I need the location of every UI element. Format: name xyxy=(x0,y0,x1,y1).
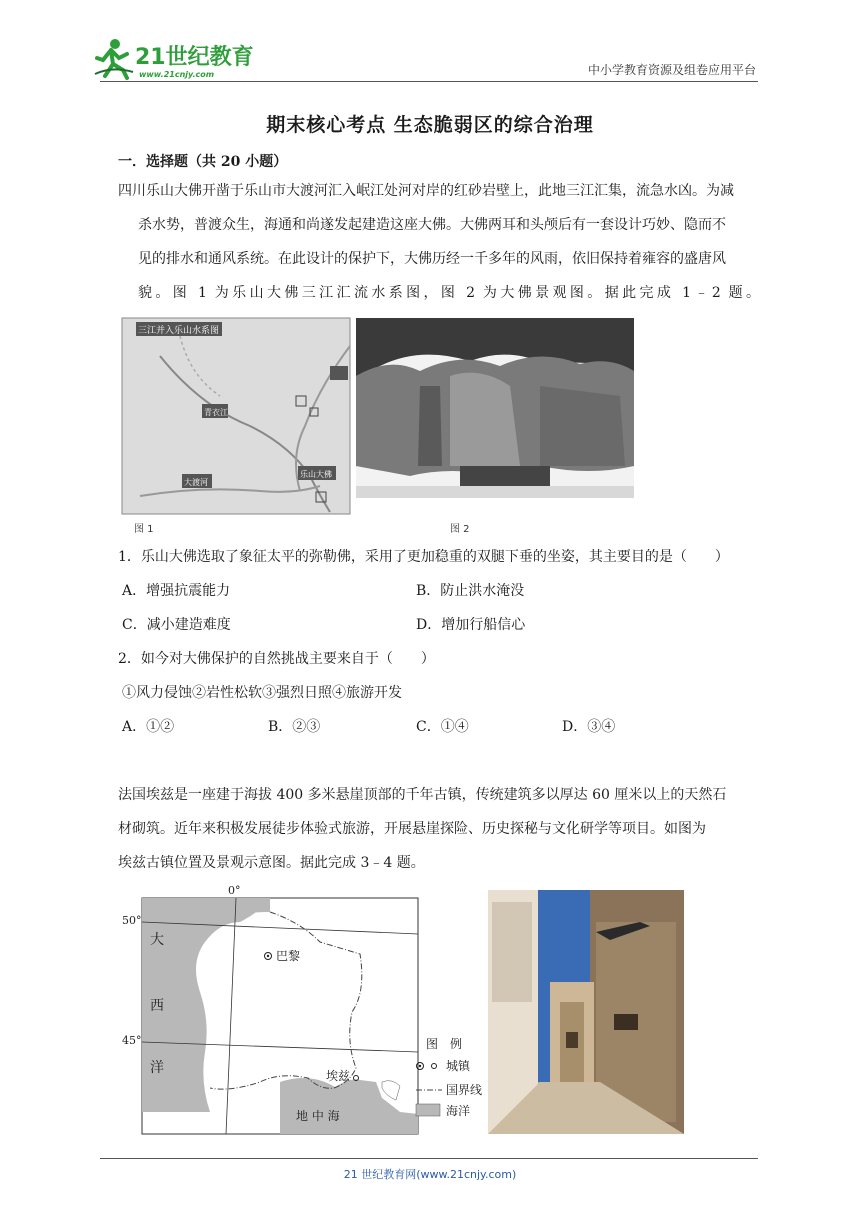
svg-text:45°: 45° xyxy=(122,1034,142,1047)
question1-option-d[interactable]: D．增加行船信心 xyxy=(416,617,526,633)
passage2-line2: 材砌筑。近年来积极发展徒步体验式旅游，开展悬崖探险、历史探秘与文化研学等项目。如图为 xyxy=(118,821,706,837)
svg-text:乐山大佛: 乐山大佛 xyxy=(300,470,332,479)
header-divider xyxy=(100,81,758,82)
svg-text:21世纪教育: 21世纪教育 xyxy=(135,45,254,70)
svg-text:海洋: 海洋 xyxy=(446,1104,471,1118)
question1-option-a[interactable]: A．增强抗震能力 xyxy=(122,583,231,599)
svg-text:图 1: 图 1 xyxy=(134,524,154,535)
svg-text:洋: 洋 xyxy=(150,1060,164,1076)
svg-text:国界线: 国界线 xyxy=(446,1083,483,1097)
svg-text:埃兹: 埃兹 xyxy=(326,1069,351,1083)
svg-text:青衣江: 青衣江 xyxy=(204,408,228,417)
passage1-line4: 貌。图 1 为乐山大佛三江汇流水系图，图 2 为大佛景观图。据此完成 1﹣2 题。 xyxy=(138,285,760,301)
france-location-map xyxy=(122,884,418,1134)
eze-street-photo xyxy=(488,890,684,1134)
page-title: 期末核心考点 生态脆弱区的综合治理 xyxy=(266,114,594,136)
platform-name: 中小学教育资源及组卷应用平台 xyxy=(587,63,756,77)
svg-text:巴黎: 巴黎 xyxy=(276,949,301,963)
question2-option-c[interactable]: C．①④ xyxy=(416,719,469,735)
question2-option-a[interactable]: A．①② xyxy=(122,719,175,735)
map-legend xyxy=(416,1036,482,1118)
svg-text:0°: 0° xyxy=(228,884,241,897)
question2-option-d[interactable]: D．③④ xyxy=(562,719,616,735)
svg-text:西: 西 xyxy=(150,998,164,1014)
svg-text:图 例: 图 例 xyxy=(426,1037,463,1051)
figure1-river-map xyxy=(122,318,350,535)
passage1-line3: 见的排水和通风系统。在此设计的保护下，大佛历经一千多年的风雨，依旧保持着雍容的盛唐风 xyxy=(138,251,726,267)
figure-row-1 xyxy=(120,316,636,538)
svg-text:www.21cnjy.com: www.21cnjy.com xyxy=(139,70,215,79)
footer-divider xyxy=(100,1158,758,1159)
site-logo xyxy=(93,36,263,80)
svg-text:图 2: 图 2 xyxy=(450,524,470,535)
question1-stem: 1．乐山大佛选取了象征太平的弥勒佛，采用了更加稳重的双腿下垂的坐姿，其主要目的是（ ） xyxy=(118,549,729,565)
svg-text:地 中 海: 地 中 海 xyxy=(296,1109,340,1123)
passage2-line1: 法国埃兹是一座建于海拔 400 多米悬崖顶部的千年古镇，传统建筑多以厚达 60 厘米以上的天然石 xyxy=(118,787,727,803)
question2-items: ①风力侵蚀②岩性松软③强烈日照④旅游开发 xyxy=(122,685,402,701)
question1-option-b[interactable]: B．防止洪水淹没 xyxy=(416,583,525,599)
passage1-line2: 杀水势，普渡众生，海通和尚遂发起建造这座大佛。大佛两耳和头颅后有一套设计巧妙、隐而不 xyxy=(138,217,726,233)
question1-option-c[interactable]: C．减小建造难度 xyxy=(122,617,231,633)
runner-icon xyxy=(95,39,133,78)
svg-text:城镇: 城镇 xyxy=(446,1059,471,1073)
figure2-buddha-photo xyxy=(356,318,634,535)
passage1-line1: 四川乐山大佛开凿于乐山市大渡河汇入岷江处河对岸的红砂岩壁上，此地三江汇集，流急水凶。为减 xyxy=(118,183,734,199)
question2-stem: 2．如今对大佛保护的自然挑战主要来自于（ ） xyxy=(118,651,435,667)
passage2-line3: 埃兹古镇位置及景观示意图。据此完成 3﹣4 题。 xyxy=(118,855,425,871)
svg-text:50°: 50° xyxy=(122,914,142,927)
footer-link[interactable]: 21 世纪教育网(www.21cnjy.com) xyxy=(343,1168,517,1181)
section-heading: 一．选择题（共 20 小题） xyxy=(118,154,288,170)
svg-text:三江并入乐山水系图: 三江并入乐山水系图 xyxy=(138,326,220,336)
figure-row-2 xyxy=(120,882,686,1136)
question2-option-b[interactable]: B．②③ xyxy=(268,719,321,735)
svg-text:大渡河: 大渡河 xyxy=(184,478,208,487)
svg-text:大: 大 xyxy=(150,932,164,948)
